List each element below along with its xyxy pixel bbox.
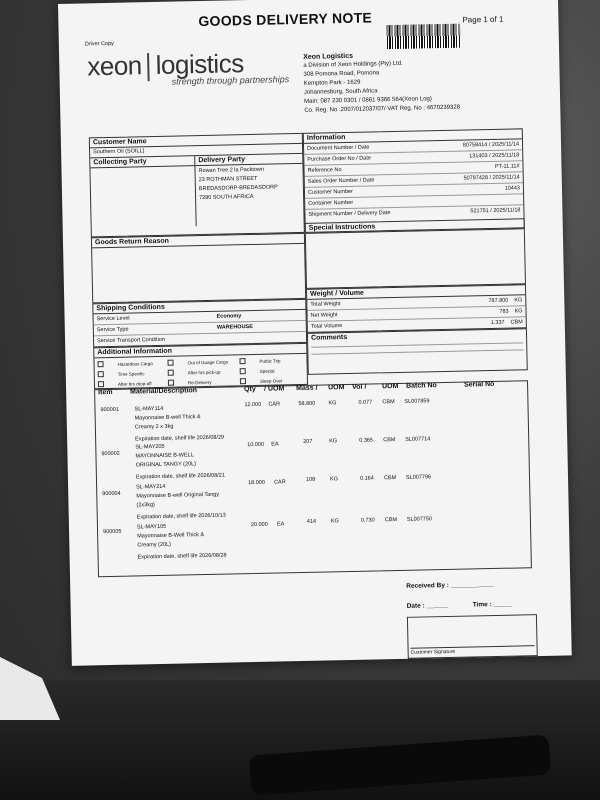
item-desc: (2x3kg)	[136, 502, 155, 509]
weight-header: Weight / Volume	[307, 285, 525, 300]
shipping-header: Shipping Conditions	[93, 300, 305, 314]
checkbox[interactable]	[98, 381, 104, 387]
weight-label: Total Weight	[310, 301, 341, 308]
item-expiry: Expiration date, shelf life 2026/08/21	[135, 472, 225, 481]
item-expiry: Expiration date, shelf life 2026/08/28	[137, 552, 227, 561]
info-value: 10443	[504, 185, 521, 192]
item-desc: Mayonnaise B-well Thick &	[134, 414, 201, 422]
logo-divider	[147, 53, 150, 81]
info-label: Reference No	[307, 167, 342, 174]
col-uom: / UOM	[264, 385, 285, 393]
item-uom: EA	[271, 441, 279, 448]
company-line: 308 Pomona Road, Pomona	[303, 70, 380, 78]
item-vol-uom: CBM	[384, 517, 398, 524]
info-value: 50797428 / 2025/11/14	[463, 174, 520, 182]
delivery-address-line: 7280 SOUTH AFRICA	[199, 193, 254, 202]
company-line: Johannesburg, South Africa	[303, 88, 378, 96]
company-line: a Division of Xeon Holdings (Pty) Ltd.	[303, 60, 403, 69]
info-label: Customer Number	[307, 188, 353, 196]
weight-value: 787.800	[488, 297, 509, 305]
signature-label: Customer Signature	[411, 645, 535, 656]
item-mass: 58.800	[298, 400, 316, 408]
item-qty: 20.000	[250, 521, 268, 529]
shipping-block	[92, 299, 307, 347]
page-number: Page 1 of 1	[462, 14, 504, 25]
item-mass: 108	[305, 476, 316, 483]
item-desc: Mayonnaise B-well Original Tangy	[136, 491, 220, 500]
col-batch: Batch No	[406, 382, 437, 390]
item-batch: SL007796	[405, 474, 432, 481]
item-vol-uom: CBM	[383, 475, 397, 482]
delivery-party-header: Delivery Party	[195, 154, 302, 166]
item-number: 900001	[100, 406, 119, 414]
received-by: Received By : ____________	[406, 580, 495, 590]
item-batch: SL007750	[406, 516, 433, 523]
shipping-label: Service Transport Condition	[97, 336, 165, 345]
item-vol: 0.365	[359, 437, 374, 444]
info-label: Document Number / Date	[307, 144, 370, 152]
company-details	[303, 49, 504, 116]
info-value: 80758414 / 2025/11/14	[462, 141, 520, 149]
item-qty: 10.000	[247, 441, 265, 449]
logo-tagline: strength through partnerships	[171, 74, 290, 87]
additional-info-block	[93, 343, 308, 389]
checkbox-label: Out of Guage Cargo	[187, 359, 229, 365]
customer-header: Customer Name	[90, 134, 302, 148]
weight-unit: KG	[514, 308, 523, 315]
item-batch: SL007859	[404, 398, 430, 405]
comments-block	[307, 328, 528, 375]
item-mass: 207	[303, 438, 313, 445]
signature-box[interactable]	[407, 614, 538, 659]
company-line: Main: 087 230 0301 / 0861 9366 564(Xeon Log)	[304, 96, 432, 105]
collecting-party-header: Collecting Party	[90, 156, 194, 168]
item-mass-uom: KG	[329, 438, 338, 445]
item-desc: ORIGINAL TANGY (20L)	[135, 461, 197, 469]
item-number: 900004	[102, 490, 121, 498]
checkbox[interactable]	[240, 378, 246, 384]
item-batch: SL007714	[405, 436, 431, 443]
info-value: PT-11.11#	[494, 163, 520, 170]
delivery-note-paper	[58, 0, 572, 666]
col-item: Item	[98, 388, 113, 397]
logo-text-right: logistics	[155, 48, 244, 80]
checkbox-label: Public Trip	[259, 357, 281, 364]
weight-label: Total Volume	[310, 323, 343, 330]
customer-name: Southern Oil (SOILL)	[90, 144, 302, 158]
checkbox[interactable]	[168, 380, 174, 386]
comments-header: Comments	[310, 334, 348, 342]
item-desc: MAYONNAISE B-WELL	[135, 452, 194, 460]
delivery-address-line: BREDASDORP-BREDASDORP	[198, 184, 278, 193]
weight-volume-block	[306, 284, 527, 333]
special-instructions-block	[305, 218, 526, 289]
item-qty: 12.000	[244, 401, 262, 409]
col-mass: Mass /	[296, 384, 318, 393]
copy-label: Driver Copy	[84, 40, 114, 48]
logo-text-left: xeon	[86, 50, 143, 82]
item-code: SL-MAY114	[134, 405, 164, 413]
item-mass-uom: KG	[330, 518, 339, 525]
delivery-address-line: Rowan Tree 2 la Packtown	[198, 166, 265, 175]
col-uom2: UOM	[328, 384, 345, 392]
weight-value: 783	[499, 308, 509, 315]
goods-return-block	[91, 233, 306, 303]
item-desc: Creamy (20L)	[137, 541, 172, 549]
checkbox-label: Time Specific	[117, 370, 145, 377]
company-line: Co. Reg. No :2007/012037/07/ VAT Reg. No : 4670239328	[304, 104, 461, 114]
item-uom: CAR	[268, 401, 281, 408]
goods-return-header: Goods Return Reason	[92, 234, 304, 248]
item-mass-uom: KG	[329, 476, 339, 483]
checkbox-label: Sleep Over	[259, 377, 283, 384]
item-qty: 18.000	[248, 479, 265, 487]
col-qty: Qty	[244, 385, 256, 394]
item-vol-uom: CBM	[382, 399, 395, 406]
shipping-label: Service Level	[96, 315, 130, 323]
shipping-value: WAREHOUSE	[216, 323, 253, 331]
delivery-address-line: 23 ROTHMAN STREET	[198, 175, 258, 184]
info-label: Sales Order Number / Date	[307, 177, 375, 185]
barcode	[387, 24, 461, 50]
col-uom3: UOM	[382, 382, 399, 391]
special-instructions-header: Special Instructions	[306, 219, 524, 234]
checkbox[interactable]	[168, 370, 174, 376]
item-mass-uom: KG	[328, 400, 337, 407]
info-value: 131403 / 2025/11/18	[469, 152, 520, 160]
information-block	[303, 128, 525, 233]
weight-value: 1.337	[490, 319, 505, 327]
received-date: Date : ______	[406, 601, 449, 610]
info-label: Shipment Number / Delivery Date	[308, 210, 391, 218]
shipping-value: Economy	[216, 313, 242, 320]
checkbox-label: After hrs pick-up	[187, 369, 221, 375]
weight-unit: CBM	[510, 319, 523, 326]
information-header: Information	[304, 129, 522, 144]
customer-block	[89, 133, 305, 237]
item-code: SL-MAY105	[136, 523, 167, 531]
info-label: Purchase Order No / Date	[307, 155, 371, 163]
item-vol: 0.077	[358, 399, 373, 406]
weight-label: Net Weight	[310, 312, 338, 319]
item-vol-uom: CBM	[383, 437, 396, 444]
checkbox-label: Re-Delivery	[187, 379, 212, 385]
item-number: 900005	[103, 528, 122, 536]
item-desc: Mayonnaise B-Well Thick &	[137, 532, 205, 540]
checkbox[interactable]	[98, 371, 104, 377]
item-mass: 414	[306, 518, 317, 525]
checkbox[interactable]	[167, 360, 173, 366]
weight-unit: KG	[514, 297, 523, 304]
checkbox-label: After hrs drop-off	[117, 380, 152, 387]
col-material: Material/Description	[130, 387, 198, 396]
info-label: Container Number	[308, 199, 354, 207]
item-code: SL-MAY205	[135, 443, 165, 451]
col-serial: Serial No	[463, 380, 495, 389]
info-value: 521751 / 2025/11/18	[470, 207, 521, 215]
item-uom: CAR	[274, 479, 286, 486]
col-vol: Vol /	[352, 383, 367, 391]
item-vol: 0.730	[360, 517, 375, 524]
item-code: SL-MAY214	[136, 483, 166, 491]
checkbox[interactable]	[239, 358, 245, 364]
checkbox[interactable]	[240, 368, 246, 374]
shipping-label: Service Type	[96, 326, 129, 334]
checkbox[interactable]	[97, 361, 103, 367]
checkbox-label: Hazardous Cargo	[117, 360, 153, 367]
item-desc: Creamy 2 x 3kg	[134, 423, 174, 431]
item-expiry: Expiration date, shelf life 2026/08/29	[135, 434, 225, 443]
checkbox-label: Special	[259, 368, 275, 374]
item-vol: 0.164	[359, 475, 374, 482]
received-time: Time : _____	[472, 600, 512, 609]
item-number: 900002	[101, 450, 120, 458]
additional-info-header: Additional Information	[94, 344, 306, 358]
company-logo	[87, 47, 289, 88]
item-expiry: Expiration date, shelf life 2026/10/13	[136, 512, 226, 521]
document-title: GOODS DELIVERY NOTE	[198, 9, 373, 30]
company-line: Kempton Park - 1629	[303, 79, 361, 87]
item-uom: EA	[276, 521, 285, 528]
company-name: Xeon Logistics	[303, 52, 354, 61]
